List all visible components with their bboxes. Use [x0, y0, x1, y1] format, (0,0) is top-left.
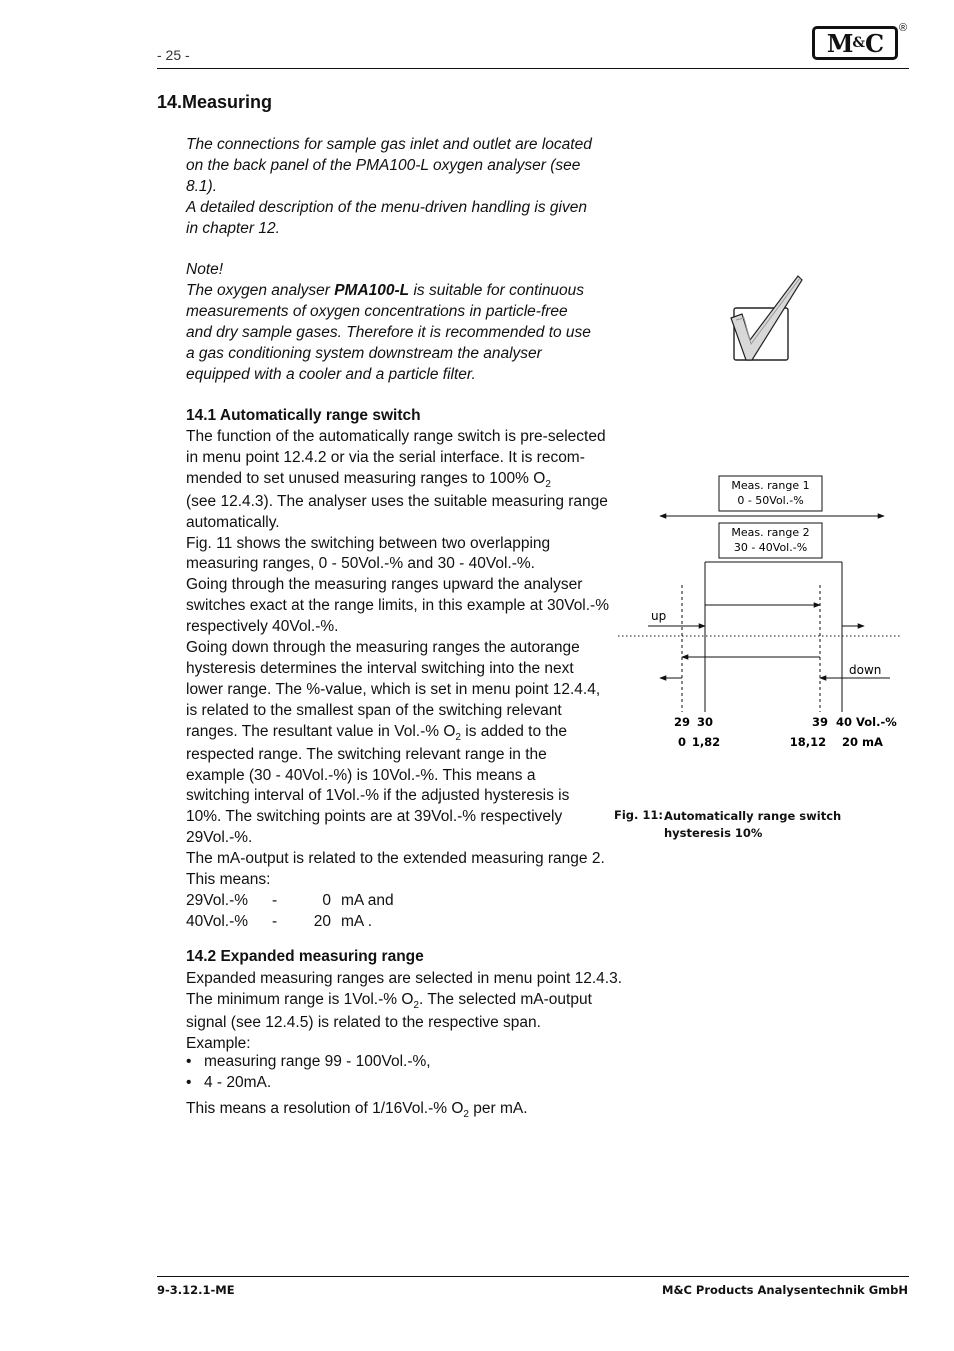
intro-line: in chapter 12. [186, 219, 280, 237]
body-line: example (30 - 40Vol.-%) is 10Vol.-%. This means a [186, 766, 536, 784]
checkmark-note-icon [728, 272, 806, 364]
body-line [186, 990, 622, 1013]
bullet-item [186, 1073, 271, 1094]
subsection-14-2-body [186, 969, 622, 1055]
note-line: a gas conditioning system downstream the analyser [186, 344, 542, 362]
subsection-heading-14-1: 14.1 Automatically range switch [186, 407, 421, 424]
bullet-text: measuring range 99 - 100Vol.-%, [204, 1053, 431, 1070]
note-text: The oxygen analyser [186, 281, 335, 299]
caption-line: hysteresis 10% [664, 826, 763, 840]
bullet-dot: • [186, 1074, 192, 1091]
body-line: measuring ranges, 0 - 50Vol.-% and 30 - 40Vol.-%. [186, 555, 535, 573]
body-line: respectively 40Vol.-%. [186, 618, 339, 636]
caption-line: Automatically range switch [664, 809, 842, 823]
body-line: hysteresis determines the interval switching into the next [186, 659, 574, 677]
body-line: Example: [186, 1034, 251, 1052]
note-line: and dry sample gases. Therefore it is recommended to use [186, 323, 591, 341]
body-text: per mA. [468, 1100, 528, 1117]
subscript: 2 [463, 1109, 469, 1120]
figure-caption-label: Fig. 11: [614, 808, 664, 822]
note-text: is suitable for continuous [409, 281, 585, 299]
body-text: is added to the [460, 722, 567, 740]
body-line: is related to the smallest span of the switching relevant [186, 701, 562, 719]
bullet-dot: • [186, 1053, 192, 1070]
note-line: measurements of oxygen concentrations in particle-free [186, 302, 568, 320]
tick-39: 39 [811, 715, 829, 729]
body-line: (see 12.4.3). The analyser uses the suitable measuring range [186, 492, 608, 510]
body-line: The mA-output is related to the extended measuring range 2. [186, 850, 605, 868]
mapping-row [186, 891, 609, 912]
tick-18-12ma: 18,12 [789, 735, 827, 749]
bullet-item [186, 1052, 431, 1073]
range1-label: Meas. range 1 [731, 479, 810, 492]
tick-0ma: 0 [677, 735, 687, 749]
page-title: 14.Measuring [157, 92, 273, 112]
hysteresis-diagram [600, 470, 910, 760]
bullet-text: 4 - 20mA. [204, 1074, 272, 1091]
body-line: switching interval of 1Vol.-% if the adjusted hysteresis is [186, 787, 570, 805]
body-text: ranges. The resultant value in Vol.-% O [186, 722, 456, 740]
body-line [186, 722, 609, 745]
tick-29: 29 [673, 715, 691, 729]
footer-doc-id: 9-3.12.1-ME [157, 1283, 235, 1297]
intro-line: The connections for sample gas inlet and outlet are located [186, 136, 592, 153]
range1-span: 0 - 50Vol.-% [737, 494, 804, 507]
down-label: down [849, 663, 882, 677]
registered-mark: ® [899, 22, 908, 34]
company-logo [812, 26, 898, 60]
note-line [186, 281, 591, 302]
mapping-vol: 40Vol.-% [186, 912, 249, 930]
body-line: signal (see 12.4.5) is related to the respective span. [186, 1013, 541, 1031]
mapping-ma-value: 20 [313, 912, 331, 930]
body-line: The function of the automatically range switch is pre-selected [186, 428, 606, 445]
body-line: 29Vol.-%. [186, 829, 253, 847]
body-line: automatically. [186, 513, 280, 531]
note-line: equipped with a cooler and a particle filter. [186, 365, 476, 383]
mapping-unit: mA and [341, 891, 394, 909]
footer-company: M&C Products Analysentechnik GmbH [662, 1283, 908, 1297]
mapping-dash: - [272, 891, 278, 909]
mapping-unit: mA . [341, 912, 373, 930]
body-line: 10%. The switching points are at 39Vol.-% respectively [186, 808, 563, 826]
range2-span: 30 - 40Vol.-% [733, 541, 808, 554]
body-line: respected range. The switching relevant range in the [186, 745, 547, 763]
body-text: The minimum range is 1Vol.-% O [186, 990, 414, 1008]
body-line [186, 469, 609, 492]
intro-line: A detailed description of the menu-driven handling is given [186, 198, 587, 216]
footer-rule [157, 1276, 909, 1277]
body-line: lower range. The %-value, which is set in menu point 12.4.4, [186, 680, 601, 698]
subscript: 2 [455, 731, 461, 743]
subsection-14-1-body [186, 427, 609, 933]
tick-40: 40 Vol.-% [836, 715, 897, 729]
body-text: . The selected mA-output [418, 990, 592, 1008]
note-block [186, 260, 591, 385]
subsection-heading-14-2: 14.2 Expanded measuring range [186, 948, 424, 965]
body-line: This means: [186, 871, 271, 889]
mapping-vol: 29Vol.-% [186, 891, 249, 909]
tick-20ma: 20 mA [842, 735, 883, 749]
intro-line: on the back panel of the PMA100-L oxygen analyser (see [186, 156, 581, 174]
figure-caption [664, 808, 841, 842]
body-line: Going down through the measuring ranges the autorange [186, 639, 580, 657]
body-line: in menu point 12.4.2 or via the serial interface. It is recom- [186, 448, 585, 466]
header-rule [157, 68, 909, 69]
body-line: switches exact at the range limits, in this example at 30Vol.-% [186, 597, 610, 615]
page-number: - 25 - [157, 47, 190, 63]
intro-paragraph [186, 135, 592, 240]
logo-m: M [826, 28, 853, 58]
resolution-line [186, 1099, 528, 1122]
body-line: Going through the measuring ranges upward the analyser [186, 576, 583, 594]
tick-30: 30 [696, 715, 714, 729]
logo-amp: & [852, 35, 866, 51]
range2-label: Meas. range 2 [731, 526, 810, 539]
body-line: Expanded measuring ranges are selected in menu point 12.4.3. [186, 970, 623, 987]
mapping-ma-value: 0 [322, 891, 331, 909]
body-text: This means a resolution of 1/16Vol.-% O [186, 1100, 464, 1117]
body-line: Fig. 11 shows the switching between two overlapping [186, 534, 551, 552]
subscript: 2 [413, 999, 419, 1011]
mapping-dash: - [272, 912, 278, 930]
tick-1-82ma: 1,82 [691, 735, 721, 749]
note-label: Note! [186, 261, 224, 278]
logo-c: C [865, 28, 884, 58]
intro-line: 8.1). [186, 177, 218, 195]
up-label: up [651, 609, 667, 623]
product-name: PMA100-L [334, 281, 410, 299]
body-text: mended to set unused measuring ranges to 100% O [186, 469, 546, 487]
subscript: 2 [545, 478, 551, 490]
mapping-row [186, 912, 609, 933]
